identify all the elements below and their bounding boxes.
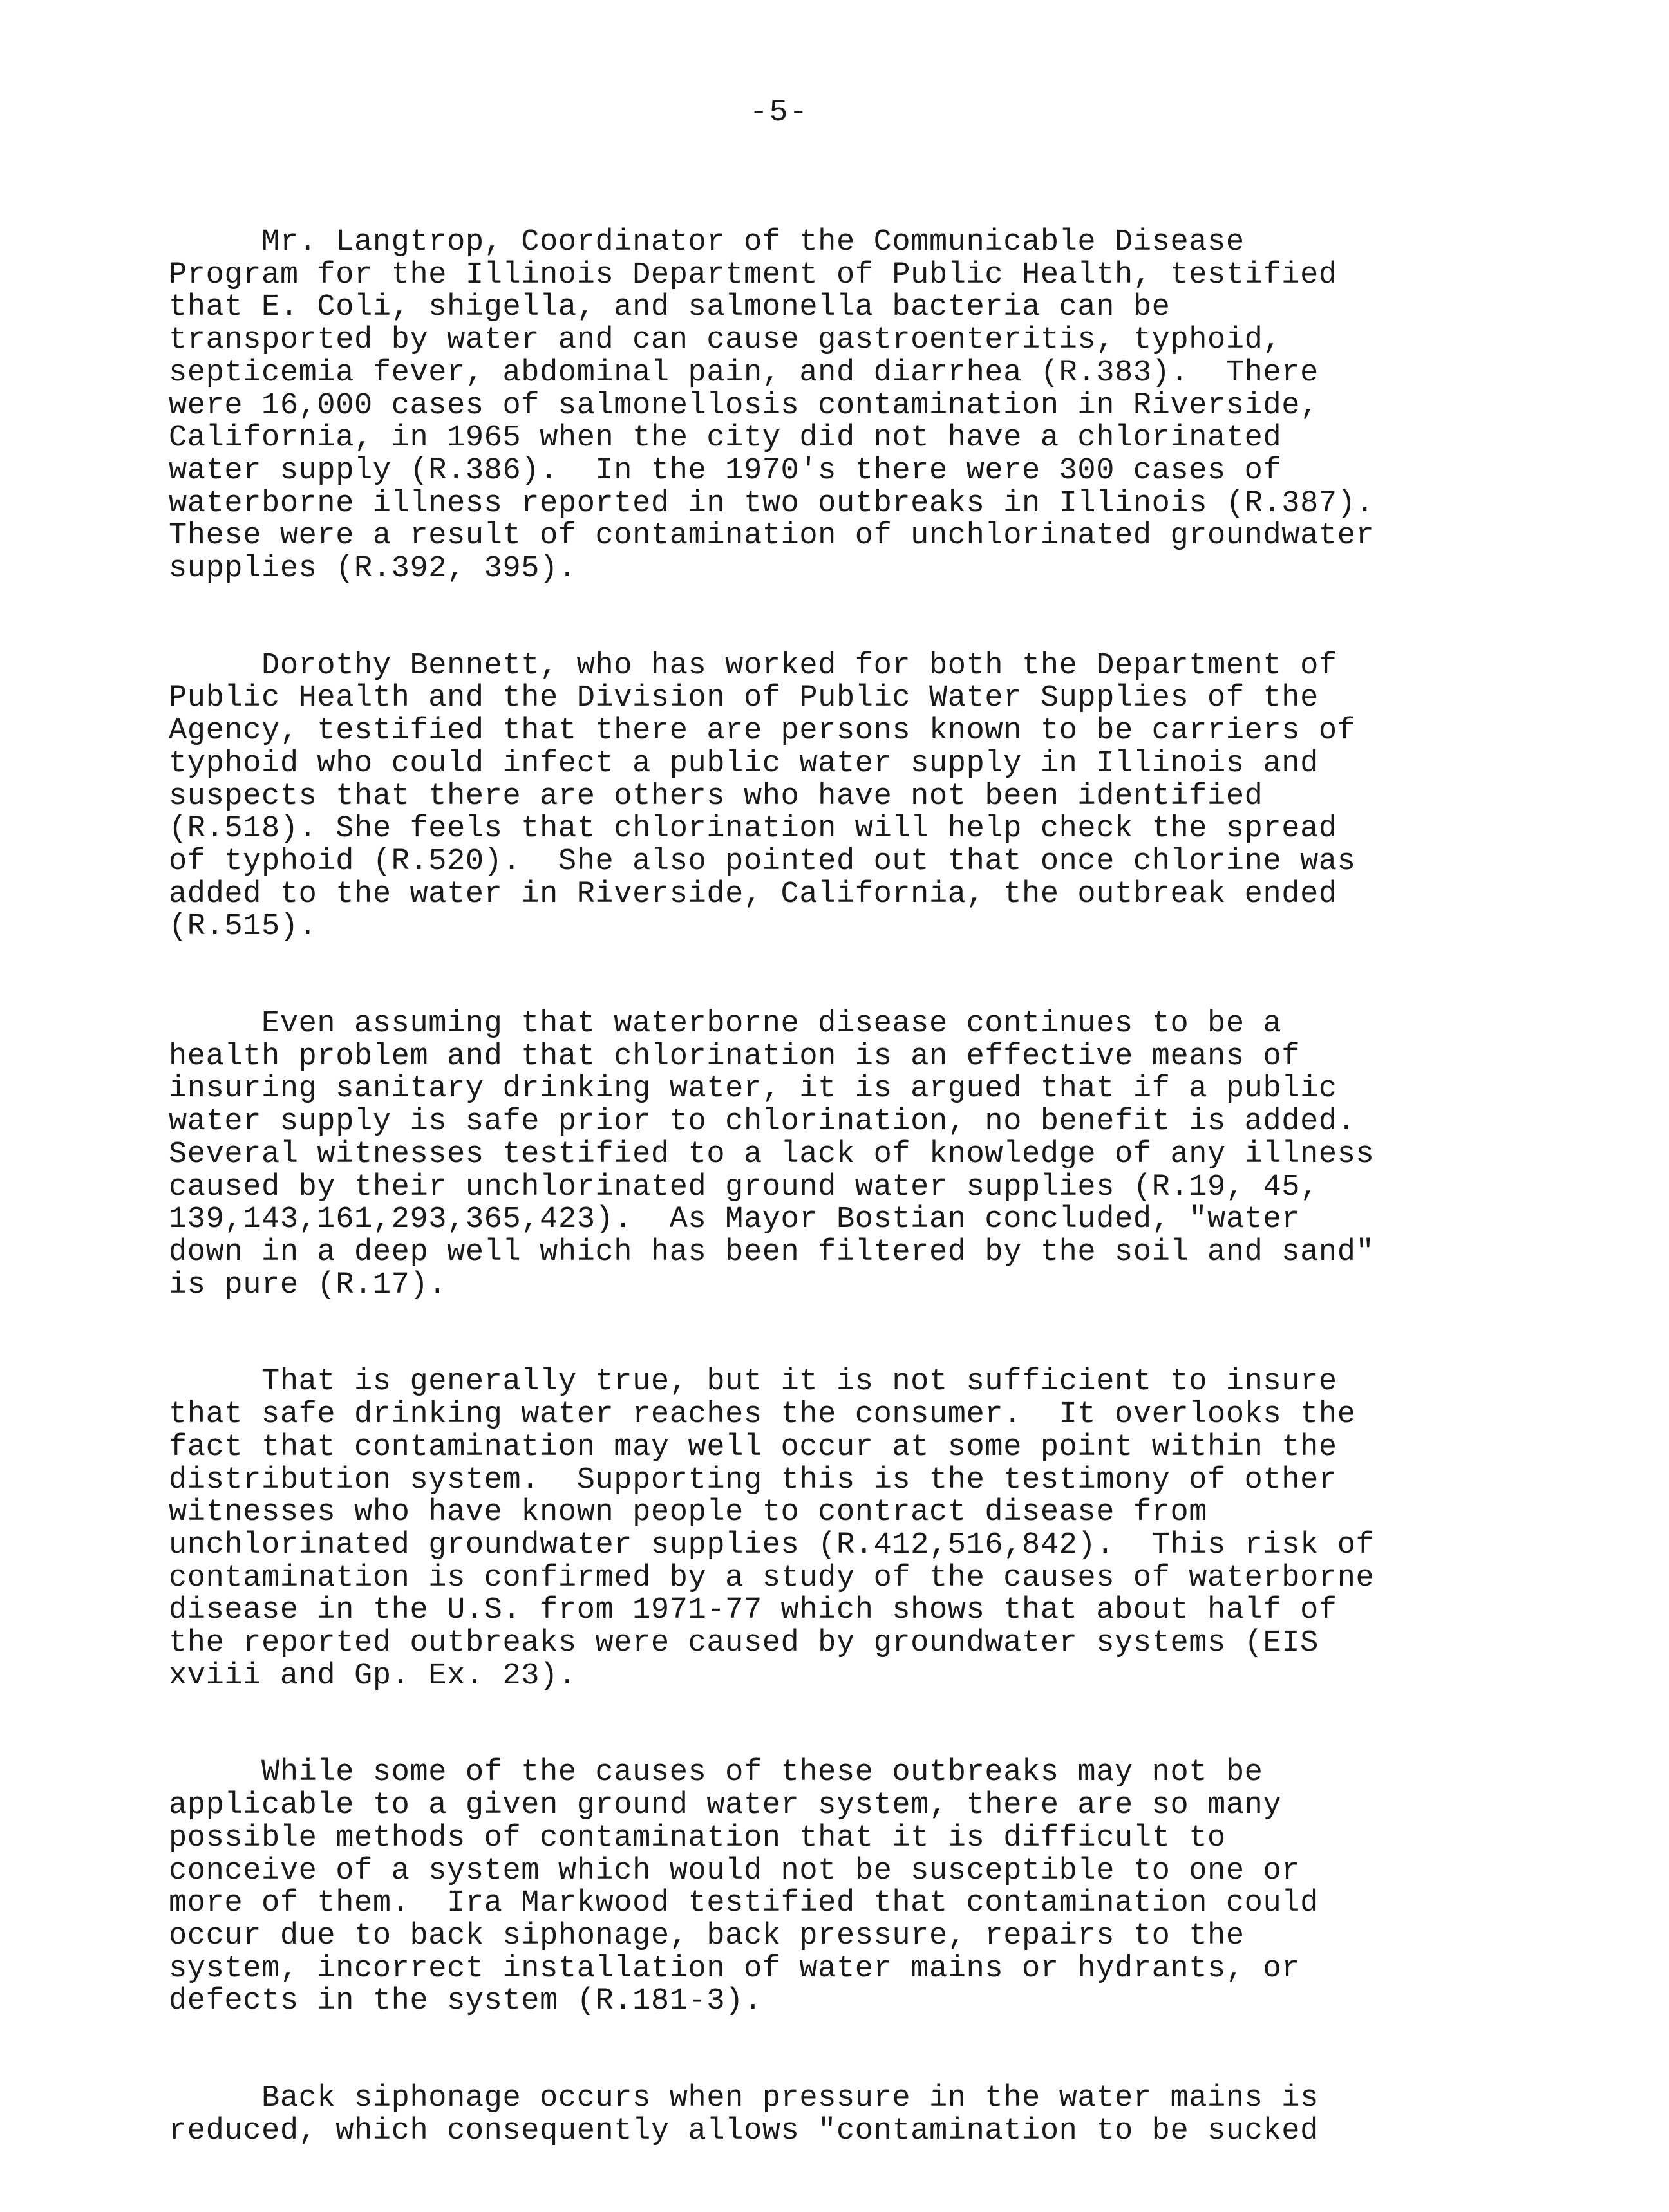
text-line: added to the water in Riverside, California, the outbreak ended — [169, 877, 1337, 912]
text-line: insuring sanitary drinking water, it is argued that if a public — [169, 1072, 1337, 1107]
text-line: 139,143,161,293,365,423). As Mayor Bostian concluded, "water — [169, 1203, 1301, 1237]
text-line: transported by water and can cause gastroenteritis, typhoid, — [169, 323, 1282, 358]
text-line: waterborne illness reported in two outbreaks in Illinois (R.387). — [169, 486, 1375, 521]
text-line: witnesses who have known people to contract disease from — [169, 1495, 1208, 1530]
text-line: supplies (R.392, 395). — [169, 552, 577, 586]
text-line: xviii and Gp. Ex. 23). — [169, 1658, 577, 1693]
text-line: defects in the system (R.181-3). — [169, 1984, 762, 2019]
text-line: health problem and that chlorination is an effective means of — [169, 1039, 1301, 1074]
text-line: reduced, which consequently allows "contamination to be sucked — [169, 2114, 1319, 2148]
text-line: disease in the U.S. from 1971-77 which shows that about half of — [169, 1593, 1337, 1628]
text-line: Even assuming that waterborne disease continues to be a — [169, 1007, 1282, 1042]
text-line: of typhoid (R.520). She also pointed out that once chlorine was — [169, 844, 1356, 879]
paragraph — [169, 227, 1457, 586]
text-line: While some of the causes of these outbreaks may not be — [169, 1756, 1263, 1790]
text-line: distribution system. Supporting this is the testimony of other — [169, 1463, 1337, 1497]
text-line: Mr. Langtrop, Coordinator of the Communicable Disease — [169, 225, 1245, 259]
text-line: that E. Coli, shigella, and salmonella bacteria can be — [169, 290, 1171, 325]
text-line: (R.515). — [169, 910, 317, 944]
text-line: is pure (R.17). — [169, 1268, 448, 1302]
text-line: Back siphonage occurs when pressure in the water mains is — [169, 2081, 1319, 2116]
text-line: system, incorrect installation of water mains or hydrants, or — [169, 1951, 1301, 1986]
text-line: Public Health and the Division of Public Water Supplies of the — [169, 681, 1319, 716]
paragraph — [169, 650, 1457, 944]
document-body — [169, 227, 1457, 2212]
text-line: down in a deep well which has been filtered by the soil and sand" — [169, 1235, 1375, 1270]
text-line: fact that contamination may well occur at some point within the — [169, 1430, 1337, 1465]
paragraph — [169, 1757, 1457, 2018]
text-line: possible methods of contamination that it is difficult to — [169, 1821, 1226, 1855]
text-line: that safe drinking water reaches the consumer. It overlooks the — [169, 1398, 1356, 1432]
text-line: caused by their unchlorinated ground water supplies (R.19, 45, — [169, 1170, 1319, 1204]
text-line: applicable to a given ground water system, there are so many — [169, 1788, 1282, 1823]
text-line: California, in 1965 when the city did not have a chlorinated — [169, 421, 1282, 456]
text-line: more of them. Ira Markwood testified that contamination could — [169, 1886, 1319, 1921]
text-line: contamination is confirmed by a study of the causes of waterborne — [169, 1561, 1375, 1595]
text-line: unchlorinated groundwater supplies (R.412,516,842). This risk of — [169, 1528, 1375, 1562]
paragraph — [169, 2083, 1457, 2148]
page-number: -5- — [749, 95, 809, 130]
paragraph — [169, 1008, 1457, 1302]
text-line: typhoid who could infect a public water supply in Illinois and — [169, 746, 1319, 781]
text-line: Program for the Illinois Department of Public Health, testified — [169, 258, 1337, 292]
text-line: These were a result of contamination of unchlorinated groundwater — [169, 519, 1375, 554]
text-line: septicemia fever, abdominal pain, and diarrhea (R.383). There — [169, 355, 1319, 390]
text-line: were 16,000 cases of salmonellosis contamination in Riverside, — [169, 388, 1319, 423]
text-line: That is generally true, but it is not sufficient to insure — [169, 1365, 1337, 1400]
paragraph — [169, 1366, 1457, 1692]
text-line: (R.518). She feels that chlorination will help check the spread — [169, 812, 1337, 847]
text-line: water supply is safe prior to chlorination, no benefit is added. — [169, 1105, 1356, 1139]
text-line: Agency, testified that there are persons known to be carriers of — [169, 714, 1356, 749]
text-line: Dorothy Bennett, who has worked for both the Department of — [169, 648, 1337, 683]
text-line: suspects that there are others who have not been identified — [169, 779, 1263, 814]
text-line: the reported outbreaks were caused by groundwater systems (EIS — [169, 1626, 1319, 1661]
text-line: water supply (R.386). In the 1970's there were 300 cases of — [169, 453, 1282, 488]
text-line: conceive of a system which would not be susceptible to one or — [169, 1853, 1301, 1888]
text-line: occur due to back siphonage, back pressure, repairs to the — [169, 1918, 1245, 1953]
text-line: Several witnesses testified to a lack of knowledge of any illness — [169, 1137, 1375, 1172]
